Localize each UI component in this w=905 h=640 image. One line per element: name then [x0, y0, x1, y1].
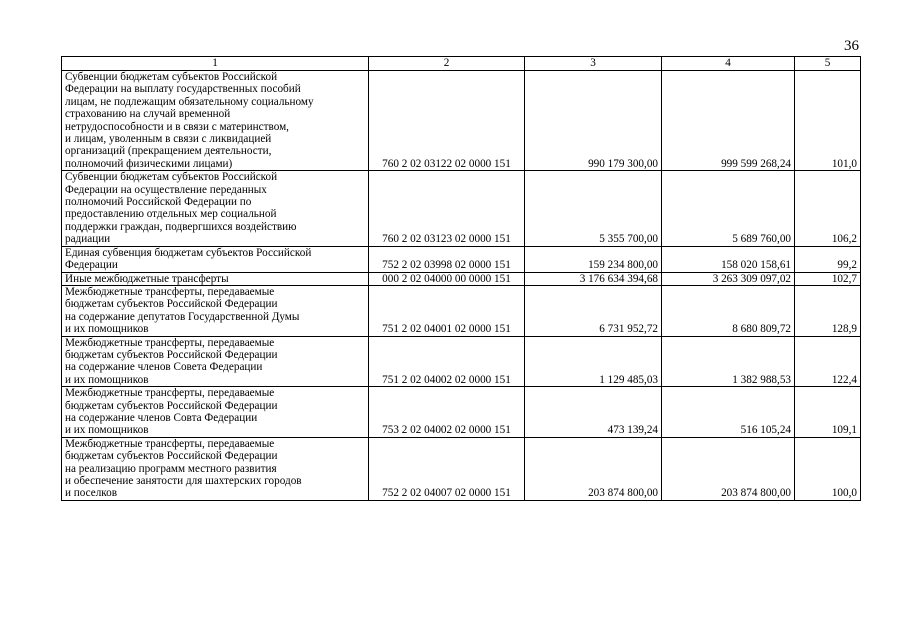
column-header-5: 5 — [795, 57, 861, 71]
row-value-col5: 122,4 — [795, 336, 861, 387]
row-value-col5: 101,0 — [795, 71, 861, 171]
row-code: 000 2 02 04000 00 0000 151 — [369, 272, 525, 285]
row-code: 752 2 02 04007 02 0000 151 — [369, 437, 525, 500]
row-value-col4: 516 105,24 — [662, 387, 795, 438]
row-value-col5: 109,1 — [795, 387, 861, 438]
row-value-col3: 473 139,24 — [525, 387, 662, 438]
row-code: 760 2 02 03123 02 0000 151 — [369, 171, 525, 246]
row-value-col3: 3 176 634 394,68 — [525, 272, 662, 285]
row-value-col3: 159 234 800,00 — [525, 246, 662, 272]
row-value-col4: 1 382 988,53 — [662, 336, 795, 387]
row-code: 751 2 02 04001 02 0000 151 — [369, 285, 525, 336]
row-value-col4: 5 689 760,00 — [662, 171, 795, 246]
row-value-col3: 5 355 700,00 — [525, 171, 662, 246]
row-value-col4: 158 020 158,61 — [662, 246, 795, 272]
row-description: Субвенции бюджетам субъектов Российской Федерации на выплату государственных пособий лицам, не подлежащим обязательному социальному страхованию на случай временной нетрудоспособности и в связи с материнством, и лицам, уволенным в связи с ликвидацией организаций (прекращением деятельности, полномочий физическими лицами) — [62, 71, 369, 171]
row-description: Субвенции бюджетам субъектов Российской Федерации на осуществление переданных полномочий Российской Федерации по предоставлению отдельных мер социальной поддержки граждан, подвергшихся воздействию радиации — [62, 171, 369, 246]
budget-table — [61, 56, 861, 501]
row-value-col5: 106,2 — [795, 171, 861, 246]
row-value-col3: 6 731 952,72 — [525, 285, 662, 336]
column-header-2: 2 — [369, 57, 525, 71]
column-header-3: 3 — [525, 57, 662, 71]
table-row — [62, 71, 861, 171]
row-value-col4: 3 263 309 097,02 — [662, 272, 795, 285]
row-value-col3: 990 179 300,00 — [525, 71, 662, 171]
table-row — [62, 171, 861, 246]
row-description: Межбюджетные трансферты, передаваемые бюджетам субъектов Российской Федерации на содержание членов Совта Федерации и их помощников — [62, 387, 369, 438]
column-header-4: 4 — [662, 57, 795, 71]
row-value-col3: 203 874 800,00 — [525, 437, 662, 500]
row-value-col4: 999 599 268,24 — [662, 71, 795, 171]
row-description: Межбюджетные трансферты, передаваемые бюджетам субъектов Российской Федерации на содержание членов Совета Федерации и их помощников — [62, 336, 369, 387]
row-code: 752 2 02 03998 02 0000 151 — [369, 246, 525, 272]
page-number: 36 — [844, 38, 859, 54]
row-description: Межбюджетные трансферты, передаваемые бюджетам субъектов Российской Федерации на содержание депутатов Государственной Думы и их помощников — [62, 285, 369, 336]
header-row — [62, 57, 861, 71]
row-value-col5: 128,9 — [795, 285, 861, 336]
row-value-col3: 1 129 485,03 — [525, 336, 662, 387]
table-row — [62, 285, 861, 336]
row-description: Межбюджетные трансферты, передаваемые бюджетам субъектов Российской Федерации на реализацию программ местного развития и обеспечение занятости для шахтерских городов и поселков — [62, 437, 369, 500]
row-value-col4: 203 874 800,00 — [662, 437, 795, 500]
column-header-1: 1 — [62, 57, 369, 71]
row-value-col5: 100,0 — [795, 437, 861, 500]
table-row — [62, 336, 861, 387]
table-row — [62, 246, 861, 272]
row-description: Единая субвенция бюджетам субъектов Российской Федерации — [62, 246, 369, 272]
row-code: 751 2 02 04002 02 0000 151 — [369, 336, 525, 387]
row-value-col5: 102,7 — [795, 272, 861, 285]
row-code: 760 2 02 03122 02 0000 151 — [369, 71, 525, 171]
row-value-col5: 99,2 — [795, 246, 861, 272]
table-row — [62, 272, 861, 285]
table-row — [62, 387, 861, 438]
row-value-col4: 8 680 809,72 — [662, 285, 795, 336]
table-row — [62, 437, 861, 500]
row-description: Иные межбюджетные трансферты — [62, 272, 369, 285]
row-code: 753 2 02 04002 02 0000 151 — [369, 387, 525, 438]
